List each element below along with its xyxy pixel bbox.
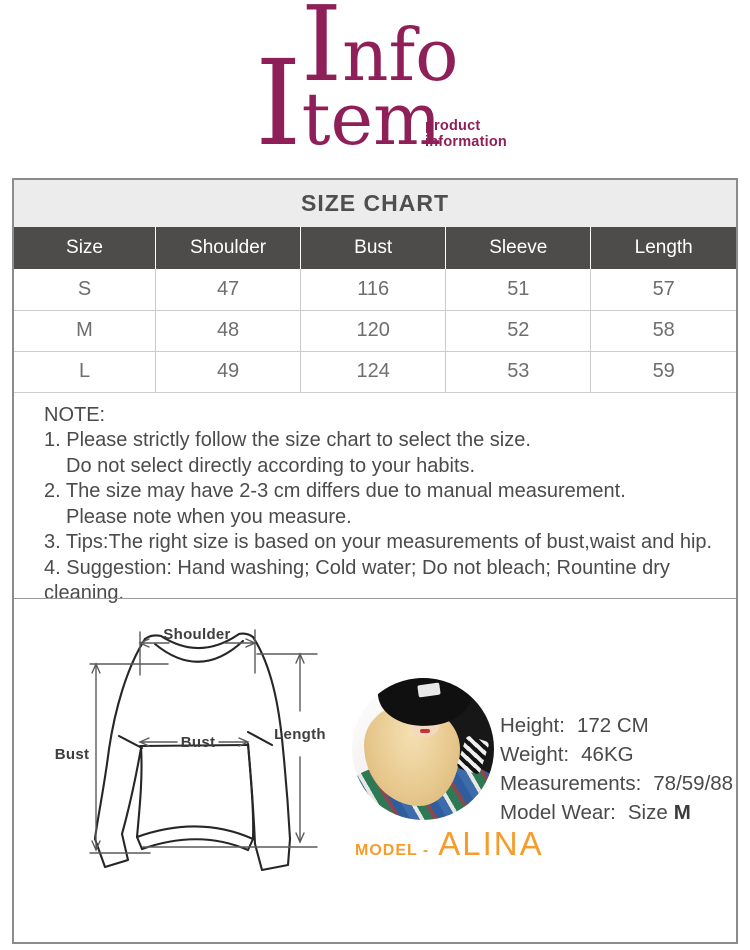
model-measurements-row [500,769,739,798]
size-table-body [14,269,736,392]
note-item-continuation: Do not select directly according to your habits. [66,454,476,477]
table-row [14,351,736,392]
col-header-sleeve: Sleeve [446,227,591,269]
length-label: Length [274,726,326,743]
model-height-label: Height: [500,714,565,737]
model-measurements-label: Measurements: [500,772,642,795]
note-item: 2. The size may have 2-3 cm differs due to manual measurement. [44,480,626,502]
measurement-section [14,599,736,940]
model-name: ALINA [438,825,544,862]
size-chart-title-bar [14,180,736,227]
size-chart-title: SIZE CHART [301,190,449,216]
brand-logo [0,0,750,178]
model-photo [352,678,494,820]
model-weight-row [500,740,739,769]
table-cell: 53 [446,351,591,392]
col-header-bust: Bust [301,227,446,269]
bust-center-label: Bust [180,734,216,751]
note-item: 3. Tips:The right size is based on your measurements of bust,waist and hip. [44,531,713,553]
model-height-row [500,711,739,740]
tagline-line1: product [425,118,481,134]
model-caption [355,825,544,863]
note-item-continuation: Please note when you measure. [66,505,352,528]
info-box [12,178,738,944]
logo-initial-i: I [255,34,302,172]
bust-left-label: Bust [54,746,90,763]
table-cell: L [14,351,156,392]
table-cell: S [14,269,156,310]
logo-tagline [425,118,507,150]
model-lips [420,729,430,733]
table-cell: 58 [591,310,736,351]
col-header-size: Size [14,227,156,269]
shoulder-label: Shoulder [163,626,231,643]
logo-word-item [255,34,442,172]
logo-initial-i: I [301,0,343,105]
table-cell: 57 [591,269,736,310]
table-cell: M [14,310,156,351]
table-row [14,269,736,310]
notes-heading: NOTE: [44,403,106,426]
size-table [14,227,736,393]
logo-rest-nfo: nfo [342,13,459,97]
model-wear-size-bold: M [673,801,691,824]
model-wear-row [500,798,739,827]
table-cell: 49 [156,351,301,392]
sweater-outline [95,634,290,870]
table-cell: 59 [591,351,736,392]
table-cell: 120 [301,310,446,351]
model-caption-prefix: MODEL - [355,842,430,859]
table-cell: 124 [301,351,446,392]
model-wear-label: Model Wear: [500,801,616,824]
header-row [14,227,736,269]
note-item: 4. Suggestion: Hand washing; Cold water; Do not bleach; Rountine dry cleaning. [44,556,670,604]
model-info [500,711,739,827]
col-header-shoulder: Shoulder [156,227,301,269]
table-cell: 52 [446,310,591,351]
model-wear-value: Size [627,801,668,824]
table-row [14,310,736,351]
note-item: 1. Please strictly follow the size chart to select the size. [44,429,531,451]
model-height-value: 172 CM [576,714,649,737]
model-weight-label: Weight: [500,743,570,766]
garment-sketch [39,599,359,929]
table-cell: 116 [301,269,446,310]
model-weight-value: 46KG [581,743,634,766]
table-cell: 48 [156,310,301,351]
table-cell: 47 [156,269,301,310]
logo-rest-tem: tem [301,77,442,161]
notes-section [14,393,736,607]
size-table-header [14,227,736,269]
table-cell: 51 [446,269,591,310]
tagline-line2: information [425,134,507,150]
model-measurements-value: 78/59/88 [653,772,734,795]
col-header-length: Length [591,227,736,269]
